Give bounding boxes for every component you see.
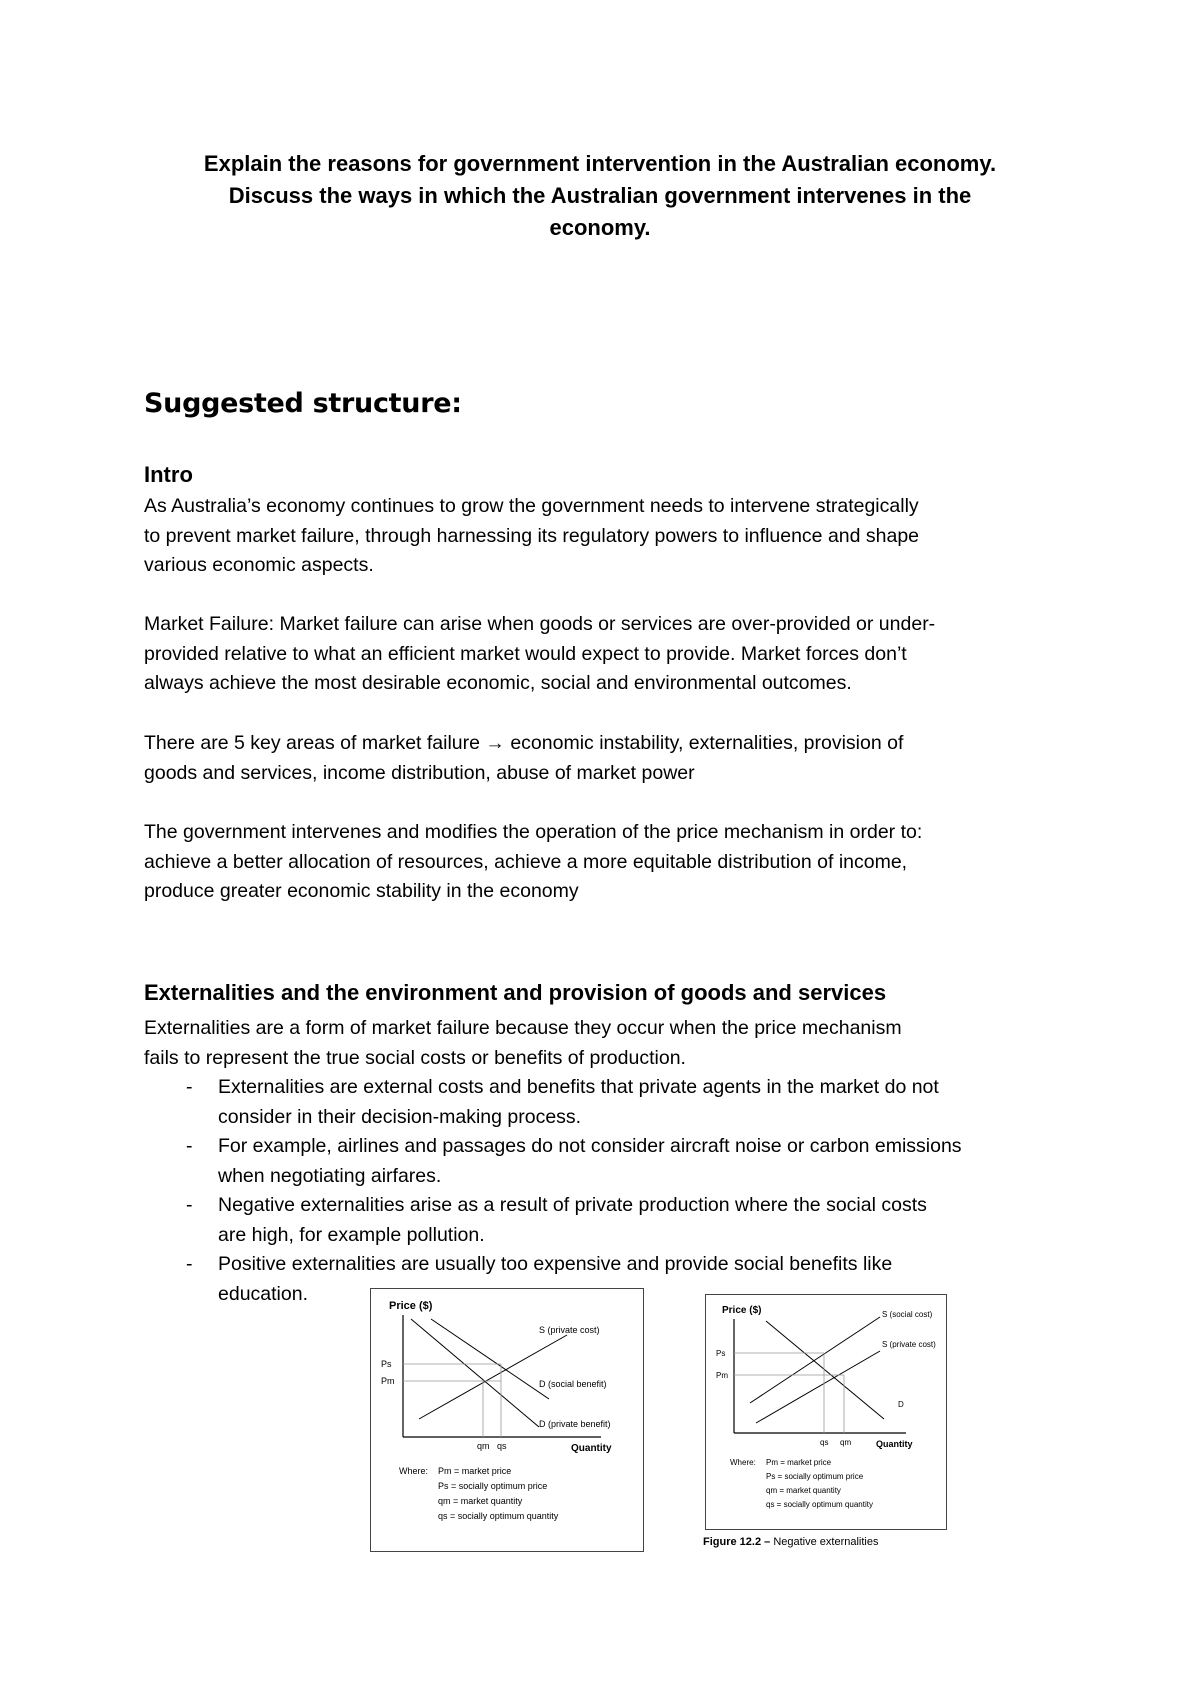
legend-where: Where: bbox=[399, 1466, 429, 1476]
supply-label: S (private cost) bbox=[539, 1325, 600, 1335]
legend-item: Pm = market price bbox=[766, 1458, 832, 1467]
externalities-heading: Externalities and the environment and provision of goods and services bbox=[144, 980, 887, 1005]
demand-private-label: D (private benefit) bbox=[539, 1419, 611, 1429]
text-line: produce greater economic stability in the economy bbox=[144, 880, 579, 902]
title-line-2: Discuss the ways in which the Australian government intervenes in the bbox=[228, 183, 972, 208]
demand-label: D bbox=[898, 1400, 904, 1409]
negative-externality-diagram bbox=[706, 1295, 946, 1529]
title-line-1: Explain the reasons for government intervention in the Australian economy. bbox=[203, 151, 997, 176]
list-item bbox=[144, 1191, 1084, 1250]
legend-item: qm = market quantity bbox=[766, 1486, 841, 1495]
supply-curve bbox=[419, 1335, 567, 1419]
market-failure-paragraph bbox=[144, 610, 1064, 699]
private-cost-label: S (private cost) bbox=[882, 1340, 936, 1349]
text-line: As Australia’s economy continues to grow the government needs to intervene strategically bbox=[144, 495, 919, 517]
legend-item: Pm = market price bbox=[438, 1466, 512, 1476]
pm-label: Pm bbox=[381, 1376, 395, 1386]
qs-label: qs bbox=[820, 1438, 829, 1447]
text-line: For example, airlines and passages do not consider aircraft noise or carbon emissions bbox=[218, 1135, 962, 1157]
y-axis-label: Price ($) bbox=[722, 1305, 762, 1316]
figure-title: Negative externalities bbox=[773, 1536, 879, 1548]
text-line: Externalities are external costs and benefits that private agents in the market do not bbox=[218, 1076, 939, 1098]
document-title bbox=[130, 148, 1070, 244]
bullet-dash: - bbox=[186, 1076, 193, 1098]
text-line: There are 5 key areas of market failure → economic instability, externalities, provision of bbox=[144, 732, 904, 754]
legend-item: qm = market quantity bbox=[438, 1496, 523, 1506]
legend-item: Ps = socially optimum price bbox=[766, 1472, 864, 1481]
structure-heading: Suggested structure: bbox=[144, 388, 462, 419]
text-line: goods and services, income distribution, abuse of market power bbox=[144, 761, 695, 784]
text-line: are high, for example pollution. bbox=[218, 1223, 485, 1246]
text-line: Market Failure: Market failure can arise when goods or services are over-provided or under- bbox=[144, 613, 936, 635]
text-line: when negotiating airfares. bbox=[218, 1164, 442, 1187]
qm-label: qm bbox=[477, 1441, 490, 1451]
key-areas-paragraph bbox=[144, 729, 1064, 788]
y-axis-label: Price ($) bbox=[389, 1300, 433, 1312]
externalities-paragraph bbox=[144, 1014, 1064, 1073]
text-line: to prevent market failure, through harnessing its regulatory powers to influence and shape bbox=[144, 524, 920, 547]
ps-label: Ps bbox=[381, 1359, 392, 1369]
negative-externality-figure bbox=[705, 1294, 947, 1530]
x-axis-label: Quantity bbox=[876, 1439, 913, 1449]
intro-heading: Intro bbox=[144, 462, 193, 487]
intervention-aims-paragraph bbox=[144, 818, 1064, 907]
figure-number: Figure 12.2 – bbox=[703, 1536, 771, 1548]
text-line: various economic aspects. bbox=[144, 554, 374, 576]
text-line: consider in their decision-making process. bbox=[218, 1105, 582, 1128]
text-line: fails to represent the true social costs or benefits of production. bbox=[144, 1046, 686, 1069]
text-line: Negative externalities arise as a result of private production where the social costs bbox=[218, 1194, 927, 1216]
demand-private-curve bbox=[411, 1319, 539, 1427]
positive-externality-figure bbox=[370, 1288, 644, 1552]
qs-label: qs bbox=[497, 1441, 507, 1451]
text-line: The government intervenes and modifies the operation of the price mechanism in order to: bbox=[144, 821, 923, 843]
text-line: Positive externalities are usually too expensive and provide social benefits like bbox=[218, 1253, 893, 1275]
text-line: achieve a better allocation of resources, achieve a more equitable distribution of income, bbox=[144, 850, 908, 873]
bullet-dash: - bbox=[186, 1253, 193, 1275]
demand-curve bbox=[766, 1321, 884, 1419]
positive-externality-diagram bbox=[371, 1289, 643, 1551]
social-cost-curve bbox=[750, 1317, 880, 1403]
figure-caption bbox=[703, 1536, 879, 1548]
legend-item: qs = socially optimum quantity bbox=[766, 1500, 873, 1509]
legend-item: qs = socially optimum quantity bbox=[438, 1511, 559, 1521]
social-cost-label: S (social cost) bbox=[882, 1310, 933, 1319]
demand-social-curve bbox=[431, 1319, 549, 1399]
text-line: education. bbox=[218, 1282, 308, 1305]
bullet-dash: - bbox=[186, 1135, 193, 1157]
list-item bbox=[144, 1073, 1084, 1132]
text-line: always achieve the most desirable economic, social and environmental outcomes. bbox=[144, 672, 852, 694]
x-axis-label: Quantity bbox=[571, 1443, 612, 1454]
list-item bbox=[144, 1132, 1084, 1191]
demand-social-label: D (social benefit) bbox=[539, 1379, 607, 1389]
legend-item: Ps = socially optimum price bbox=[438, 1481, 548, 1491]
intro-paragraph-1 bbox=[144, 492, 1064, 581]
legend-where: Where: bbox=[730, 1458, 756, 1467]
text-line: Externalities are a form of market failure because they occur when the price mechanism bbox=[144, 1017, 902, 1039]
qm-label: qm bbox=[840, 1438, 852, 1447]
ps-label: Ps bbox=[716, 1349, 726, 1358]
externalities-bullet-list bbox=[144, 1073, 1084, 1309]
pm-label: Pm bbox=[716, 1371, 728, 1380]
bullet-dash: - bbox=[186, 1194, 193, 1216]
title-line-3: economy. bbox=[549, 215, 651, 240]
text-line: provided relative to what an efficient market would expect to provide. Market forces don’t bbox=[144, 642, 907, 665]
